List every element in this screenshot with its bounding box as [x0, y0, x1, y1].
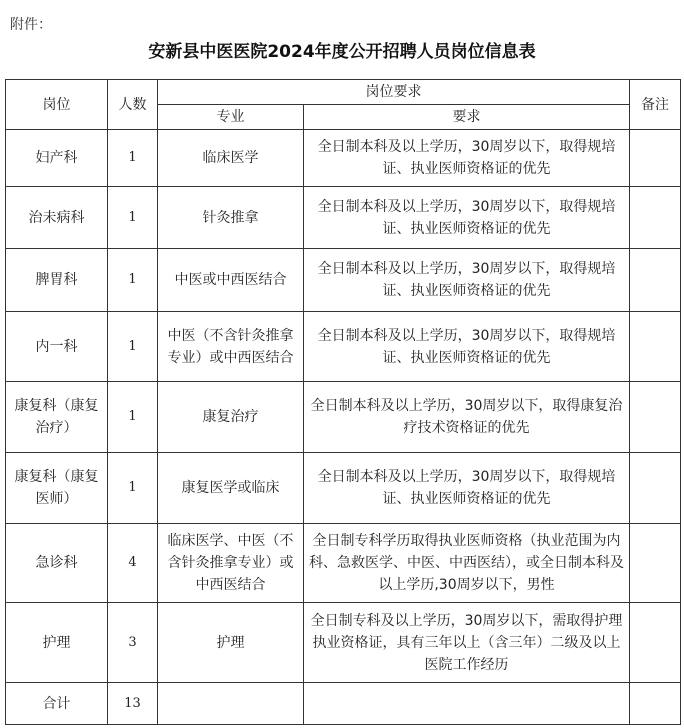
- major-cell: 临床医学、中医（不含针灸推拿专业）或中西医结合: [158, 524, 304, 603]
- notes-cell: [630, 249, 681, 312]
- total-requirement-cell: [304, 683, 630, 725]
- header-major: 专业: [158, 105, 304, 130]
- position-cell: 康复科（康复医师）: [6, 453, 108, 524]
- count-cell: 3: [108, 603, 158, 683]
- position-cell: 治未病科: [6, 187, 108, 249]
- table-row: [6, 382, 681, 453]
- position-cell: 脾胃科: [6, 249, 108, 312]
- total-label: 合计: [6, 683, 108, 725]
- notes-cell: [630, 453, 681, 524]
- table-row: [6, 249, 681, 312]
- position-cell: 妇产科: [6, 130, 108, 187]
- position-cell: 急诊科: [6, 524, 108, 603]
- position-cell: 康复科（康复治疗）: [6, 382, 108, 453]
- total-major-cell: [158, 683, 304, 725]
- page-title: 安新县中医医院2024年度公开招聘人员岗位信息表: [148, 42, 536, 62]
- header-requirement: 要求: [304, 105, 630, 130]
- requirement-cell: 全日制本科及以上学历，30周岁以下，取得规培证、执业医师资格证的优先: [304, 130, 630, 187]
- attachment-label: 附件：: [10, 17, 52, 33]
- requirement-cell: 全日制本科及以上学历，30周岁以下，取得规培证、执业医师资格证的优先: [304, 312, 630, 382]
- count-cell: 1: [108, 187, 158, 249]
- requirement-cell: 全日制本科及以上学历，30周岁以下，取得规培证、执业医师资格证的优先: [304, 249, 630, 312]
- header-notes: 备注: [630, 80, 681, 130]
- count-cell: 1: [108, 130, 158, 187]
- major-cell: 康复医学或临床: [158, 453, 304, 524]
- notes-cell: [630, 187, 681, 249]
- count-cell: 4: [108, 524, 158, 603]
- count-cell: 1: [108, 249, 158, 312]
- notes-cell: [630, 130, 681, 187]
- table-row: [6, 130, 681, 187]
- notes-cell: [630, 603, 681, 683]
- requirement-cell: 全日制本科及以上学历，30周岁以下，取得规培证、执业医师资格证的优先: [304, 453, 630, 524]
- total-notes-cell: [630, 683, 681, 725]
- count-cell: 1: [108, 312, 158, 382]
- requirement-cell: 全日制专科学历取得执业医师资格（执业范围为内科、急救医学、中医、中西医结），或全日制本科及以上学历,30周岁以下，男性: [304, 524, 630, 603]
- header-position: 岗位: [6, 80, 108, 130]
- header-requirements: 岗位要求: [158, 80, 630, 105]
- notes-cell: [630, 524, 681, 603]
- notes-cell: [630, 382, 681, 453]
- table-row: [6, 312, 681, 382]
- count-cell: 1: [108, 382, 158, 453]
- requirement-cell: 全日制本科及以上学历，30周岁以下，取得规培证、执业医师资格证的优先: [304, 187, 630, 249]
- total-count: 13: [108, 683, 158, 725]
- count-cell: 1: [108, 453, 158, 524]
- position-info-table: [5, 79, 681, 725]
- requirement-cell: 全日制本科及以上学历，30周岁以下，取得康复治疗技术资格证的优先: [304, 382, 630, 453]
- major-cell: 康复治疗: [158, 382, 304, 453]
- position-cell: 内一科: [6, 312, 108, 382]
- major-cell: 护理: [158, 603, 304, 683]
- total-row: [6, 683, 681, 725]
- major-cell: 针灸推拿: [158, 187, 304, 249]
- notes-cell: [630, 312, 681, 382]
- table-row: [6, 187, 681, 249]
- table-row: [6, 603, 681, 683]
- major-cell: 中医（不含针灸推拿专业）或中西医结合: [158, 312, 304, 382]
- header-count: 人数: [108, 80, 158, 130]
- position-cell: 护理: [6, 603, 108, 683]
- table-row: [6, 524, 681, 603]
- requirement-cell: 全日制专科及以上学历，30周岁以下，需取得护理执业资格证，具有三年以上（含三年）二级及以上医院工作经历: [304, 603, 630, 683]
- major-cell: 中医或中西医结合: [158, 249, 304, 312]
- table-row: [6, 453, 681, 524]
- major-cell: 临床医学: [158, 130, 304, 187]
